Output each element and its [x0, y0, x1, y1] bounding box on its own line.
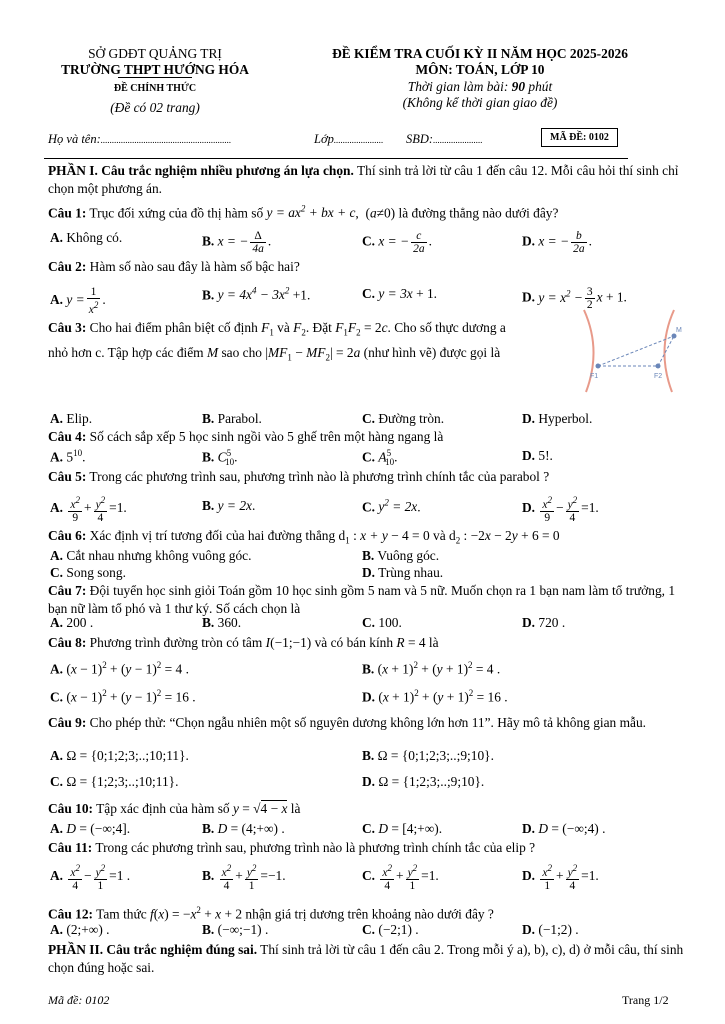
dept-name: SỞ GDĐT QUẢNG TRỊ	[88, 46, 222, 61]
label-m: M	[676, 327, 682, 334]
question-12-options: A. (2;+∞) . B. (−∞;−1) . C. (−2;1) . D. (−1;2) .	[50, 922, 579, 937]
question-1-options: A. Không có. B. x = − $\frac{\Delta}{4a}$ . C. x = − $\frac{c}{2a}$ . D. x = − $\frac{b}{2a}$ .	[50, 230, 592, 255]
official-label: ĐỀ CHÍNH THỨC	[113, 83, 197, 94]
footer-page-number: Trang 1/2	[622, 993, 669, 1007]
student-class-field: Lớp......................	[314, 132, 384, 146]
question-6: Câu 6: Xác định vị trí tương đối của hai đường thẳng $d_1$ : x + y − 4 = 0 và $d_2$ : −2x − 2y + 6 = 0	[48, 528, 560, 546]
exam-time: Thời gian làm bài: 90 phút	[407, 79, 553, 94]
question-1: Câu 1: Trục đối xứng của đồ thị hàm số $y = ax^2$ + bx + c, (a≠0) là đường thẳng nào dưới đây?	[48, 204, 559, 221]
point-f1	[596, 364, 601, 369]
question-4: Câu 4: Số cách sắp xếp 5 học sinh ngồi vào 5 ghế trên một hàng ngang là	[48, 429, 444, 444]
question-5-options: A. $\frac{x^2}{9}$ + $\frac{y^2}{4}$ =1. B. y = 2x. C. $y^2 = 2x$. D. $\frac{x^2}{9}$ − $\frac{y^2}{4}$ =1.	[50, 495, 599, 524]
time-note: (Không kể thời gian giao đề)	[402, 95, 558, 110]
point-m	[672, 334, 677, 339]
footer-exam-code: Mã đề: 0102	[48, 993, 110, 1007]
question-9-options: A. Ω = {0;1;2;3;..;10;11}. B. Ω = {0;1;2;3;..;9;10}. C. Ω = {1;2;3;..;10;11}. D. Ω = {1;2;3;..;9;10}.	[50, 748, 494, 789]
label-f1: F1	[590, 373, 599, 380]
question-3-options: A. Elip. B. Parabol. C. Đường tròn. D. Hyperbol.	[50, 411, 593, 426]
school-name: TRƯỜNG THPT HƯỚNG HÓA	[61, 62, 249, 77]
question-5: Câu 5: Trong các phương trình sau, phương trình nào là phương trình chính tắc của parabol ?	[48, 469, 550, 484]
exam-title: ĐỀ KIỂM TRA CUỐI KỲ II NĂM HỌC 2025-2026	[332, 46, 628, 61]
question-7: Câu 7: Đội tuyển học sinh giỏi Toán gồm 10 học sinh gồm 5 nam và 5 nữ. Muốn chọn ra 1 bạn nam làm tổ trưởng, 1 bạn nữ làm tổ phó và 1 thư ký. Số cách chọn là	[48, 583, 676, 616]
question-4-options: A. $5^{10}$. B. $C^5_{10}$. C. $A^5_{10}$. D. 5!.	[50, 448, 553, 468]
question-11-options: A. $\frac{x^2}{4}$ − $\frac{y^2}{1}$ =1 . B. $\frac{x^2}{4}$ + $\frac{y^2}{1}$ =−1. C. $\frac{x^2}{4}$ + $\frac{y^2}{1}$ =1. D. $\frac{x^2}{1}$ + $\frac{y^2}{4}$ =1.	[50, 863, 599, 892]
question-2-options: A. y = $\frac{1}{x^2}$ . B. $y = 4x^4 - 3x^2 +1$. C. y = 3x + 1. D. $y = x^2$ − $\frac{3}{2}$ x + 1.	[50, 286, 627, 316]
label-f2: F2	[654, 373, 663, 380]
subject: MÔN: TOÁN, LỚP 10	[415, 62, 545, 77]
part2-heading: PHẦN II. Câu trắc nghiệm đúng sai. Thí sinh trả lời từ câu 1 đến câu 2. Trong mỗi ý a), b), c), d) ở mỗi câu, thí sinh chọn đúng hoặc sai.	[48, 942, 684, 975]
point-f2	[656, 364, 661, 369]
hyperbola-figure	[574, 306, 684, 396]
header-divider	[44, 158, 628, 159]
header-underline	[118, 77, 192, 78]
question-2: Câu 2: Hàm số nào sau đây là hàm số bậc hai?	[48, 259, 300, 274]
part1-heading: PHẦN I. Câu trắc nghiệm nhiều phương án lựa chọn. Thí sinh trả lời từ câu 1 đến câu 12. Mỗi câu hỏi thí sinh chỉ chọn một phương án.	[48, 163, 679, 196]
segment-mf1	[598, 336, 674, 366]
question-6-options: A. Cắt nhau nhưng không vuông góc. B. Vuông góc. C. Song song. D. Trùng nhau.	[50, 548, 444, 580]
student-name-field: Họ và tên:..........................................................	[48, 132, 232, 146]
student-sbd-field: SBD:......................	[406, 132, 483, 146]
question-10-options: A. D = (−∞;4]. B. D = (4;+∞) . C. D = [4;+∞). D. D = (−∞;4) .	[50, 821, 606, 836]
question-11: Câu 11: Trong các phương trình sau, phương trình nào là phương trình chính tắc của elip ?	[48, 840, 536, 855]
question-7-options: A. 200 . B. 360. C. 100. D. 720 .	[50, 615, 566, 630]
question-8: Câu 8: Phương trình đường tròn có tâm I(−1;−1) và có bán kính R = 4 là	[48, 635, 439, 650]
exam-code-box: MÃ ĐỀ: 0102	[541, 128, 618, 147]
pages-note: (Đề có 02 trang)	[110, 100, 200, 115]
question-8-options: A. $(x - 1)^2 + (y - 1)^2 = 4$ . B. $(x + 1)^2 + (y + 1)^2 = 4$ . C. $(x - 1)^2 + (y - 1)^2 = 16$ . D. $(x + 1)^2 + (y + 1)^2 = 16$ .	[50, 660, 508, 705]
question-9: Câu 9: Cho phép thử: “Chọn ngẫu nhiên một số nguyên dương không lớn hơn 11”. Hãy mô tả không gian mẫu.	[48, 715, 646, 730]
question-3: Câu 3: Cho hai điểm phân biệt cố định $F_1$ và $F_2$. Đặt $F_1F_2 = 2c$. Cho số thực dương a nhỏ hơn c. Tập hợp các điểm M sao cho $|MF_1 - MF_2| = 2a$ (như hình vẽ) được gọi là	[48, 320, 506, 363]
question-10: Câu 10: Tập xác định của hàm số y = √4 − x là	[48, 801, 301, 816]
question-12: Câu 12: Tam thức $f(x) = -x^2 + x + 2$ nhận giá trị dương trên khoảng nào dưới đây ?	[48, 905, 494, 922]
